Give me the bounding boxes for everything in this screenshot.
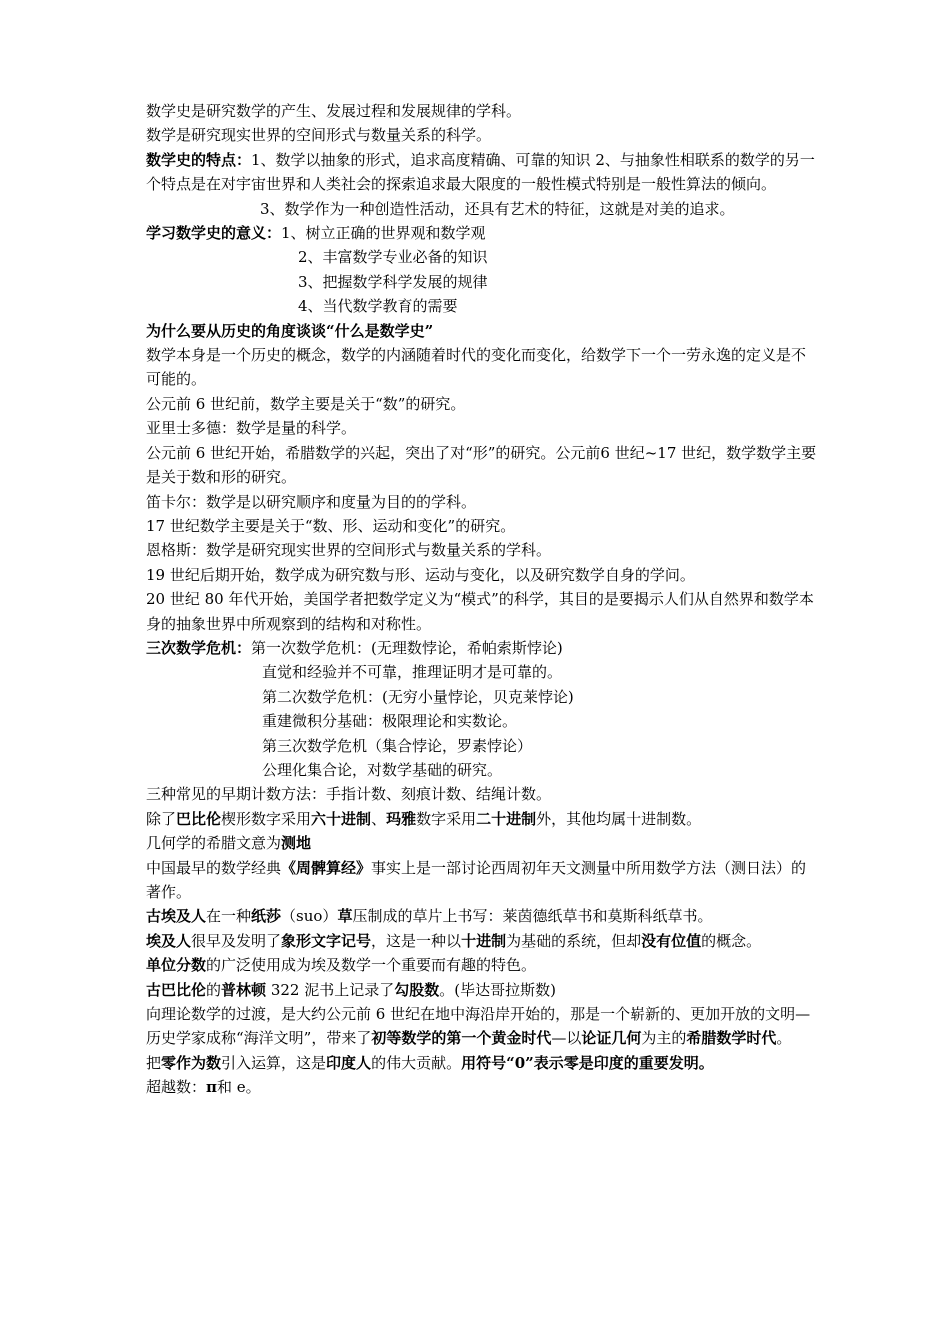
text-segment: 的伟大贡献。 xyxy=(371,1053,462,1072)
bold-text: 论证几何 xyxy=(581,1029,642,1048)
bold-text: 六十进制 xyxy=(311,809,372,828)
bold-text: 数学史的特点： xyxy=(146,150,252,169)
text-segment: 的概念。 xyxy=(701,931,762,950)
text-segment: 数字采用 xyxy=(416,809,477,828)
text-line xyxy=(146,148,818,197)
text-line xyxy=(146,99,818,123)
text-segment: 20 世纪 80 年代开始，美国学者把数学定义为“模式”的科学，其目的是要揭示人们从自然界和数学本身的抽象世界中所观察到的结构和对称性。 xyxy=(146,590,814,633)
text-line xyxy=(146,1002,818,1051)
text-line xyxy=(146,636,818,660)
text-line xyxy=(146,392,818,416)
text-segment: 外，其他均属十进制数。 xyxy=(536,809,702,828)
text-segment: 第二次数学危机：(无穷小量悖论，贝克莱悖论) xyxy=(262,687,574,706)
text-line xyxy=(146,831,818,855)
text-line xyxy=(146,734,818,758)
text-line xyxy=(146,1051,818,1075)
text-segment: 重建微积分基础：极限理论和实数论。 xyxy=(262,712,518,731)
bold-text: 十进制 xyxy=(461,931,507,950)
text-line xyxy=(146,416,818,440)
bold-text: 古埃及人 xyxy=(146,907,207,926)
text-segment: 的广泛使用成为埃及数学一个重要而有趣的特色。 xyxy=(206,956,537,975)
text-segment: 数学是研究现实世界的空间形式与数量关系的科学。 xyxy=(146,126,492,145)
text-line xyxy=(146,270,818,294)
text-segment: 为主的 xyxy=(641,1029,687,1048)
bold-text: 巴比伦 xyxy=(176,809,222,828)
bold-text: 玛雅 xyxy=(386,809,417,828)
text-line xyxy=(146,563,818,587)
text-segment: 向理论数学的过渡，是大约公元前 6 世纪在地中海沿岸开始的，那是一个崭新的、更加开放的文明—历史学家成称“海洋文明”，带来了 xyxy=(146,1005,811,1048)
text-segment: 322 泥书上记录了 xyxy=(266,980,395,999)
bold-text: 象形文字记号 xyxy=(281,931,372,950)
bold-text: 纸莎 xyxy=(251,907,282,926)
text-line xyxy=(146,221,818,245)
text-line xyxy=(146,245,818,269)
text-segment: 、 xyxy=(371,809,387,828)
text-line xyxy=(146,319,818,343)
text-line xyxy=(146,685,818,709)
bold-text: 草 xyxy=(337,907,353,926)
text-line xyxy=(146,343,818,392)
text-segment: 三种常见的早期计数方法：手指计数、刻痕计数、结绳计数。 xyxy=(146,785,552,804)
bold-text: 没有位值 xyxy=(641,931,702,950)
text-segment: 公元前 6 世纪开始，希腊数学的兴起，突出了对“形”的研究。公元前6 世纪~17 世纪，数学数学主要是关于数和形的研究。 xyxy=(146,443,817,487)
text-segment: 中国最早的数学经典 xyxy=(146,858,282,877)
bold-text: 二十进制 xyxy=(476,809,537,828)
document-body xyxy=(146,99,818,1100)
bold-text: 埃及人 xyxy=(146,931,192,950)
text-line xyxy=(146,782,818,806)
bold-text: 《周髀算经》 xyxy=(281,858,372,877)
text-segment: 超越数： xyxy=(146,1078,207,1097)
bold-text: 单位分数 xyxy=(146,956,207,975)
text-line xyxy=(146,856,818,905)
text-segment: 和 e。 xyxy=(217,1078,261,1097)
text-line xyxy=(146,538,818,562)
text-line xyxy=(146,197,818,221)
text-segment: 3、把握数学科学发展的规律 xyxy=(298,272,488,291)
text-segment: （suo） xyxy=(281,907,338,926)
text-segment: 很早及发明了 xyxy=(191,931,282,950)
text-line xyxy=(146,490,818,514)
text-line xyxy=(146,953,818,977)
text-segment: 第三次数学危机（集合悖论，罗素悖论） xyxy=(262,736,533,755)
text-segment: 。 xyxy=(776,1029,792,1048)
bold-text: π xyxy=(206,1078,217,1097)
text-line xyxy=(146,441,818,490)
text-line xyxy=(146,660,818,684)
text-segment: 楔形数字采用 xyxy=(221,809,312,828)
bold-text: 初等数学的第一个黄金时代 xyxy=(371,1029,552,1048)
text-segment: 1、数学以抽象的形式，追求高度精确、可靠的知识 2、与抽象性相联系的数学的另一个特点是在对宇宙世界和人类社会的探索追求最大限度的一般性模式特别是一般性算法的倾向。 xyxy=(146,150,815,194)
text-segment: 数学史是研究数学的产生、发展过程和发展规律的学科。 xyxy=(146,102,522,120)
text-segment: 把 xyxy=(146,1053,162,1072)
text-segment: 压制成的草片上书写：莱茵德纸草书和莫斯科纸草书。 xyxy=(352,907,713,926)
text-segment: 笛卡尔：数学是以研究顺序和度量为目的的学科。 xyxy=(146,492,477,511)
bold-text: 三次数学危机： xyxy=(146,638,252,657)
text-segment: 。(毕达哥拉斯数) xyxy=(439,980,556,999)
text-segment: ，这是一种以 xyxy=(371,931,462,950)
text-segment: 3、数学作为一种创造性活动，还具有艺术的特征，这就是对美的追求。 xyxy=(260,199,735,218)
text-segment: 直觉和经验并不可靠，推理证明才是可靠的。 xyxy=(262,663,563,682)
text-segment: 19 世纪后期开始，数学成为研究数与形、运动与变化，以及研究数学自身的学问。 xyxy=(146,565,695,584)
text-segment: 数学本身是一个历史的概念，数学的内涵随着时代的变化而变化，给数学下一个一劳永逸的定义是不可能的。 xyxy=(146,346,807,389)
text-line xyxy=(146,758,818,782)
text-line xyxy=(146,978,818,1002)
text-segment: 公元前 6 世纪前，数学主要是关于“数”的研究。 xyxy=(146,394,466,413)
text-segment: 在一种 xyxy=(206,907,252,926)
bold-text: 测地 xyxy=(281,834,312,853)
text-line xyxy=(146,929,818,953)
bold-text: 为什么要从历史的角度谈谈“什么是数学史” xyxy=(146,321,434,340)
text-segment: 公理化集合论，对数学基础的研究。 xyxy=(262,760,503,779)
text-segment: 恩格斯：数学是研究现实世界的空间形式与数量关系的学科。 xyxy=(146,541,552,560)
text-line xyxy=(146,807,818,831)
bold-text: 学习数学史的意义： xyxy=(146,224,282,243)
text-segment: —以 xyxy=(551,1029,582,1048)
text-segment: 的 xyxy=(206,980,222,999)
bold-text: 古巴比伦 xyxy=(146,980,207,999)
text-segment: 第一次数学危机：(无理数悖论，希帕索斯悖论) xyxy=(251,638,563,657)
text-segment: 4、当代数学教育的需要 xyxy=(298,297,458,316)
text-segment: 2、丰富数学专业必备的知识 xyxy=(298,248,488,267)
bold-text: 印度人 xyxy=(326,1053,372,1072)
text-segment: 17 世纪数学主要是关于“数、形、运动和变化”的研究。 xyxy=(146,516,516,535)
text-segment: 为基础的系统，但却 xyxy=(506,931,642,950)
text-line xyxy=(146,709,818,733)
text-line xyxy=(146,514,818,538)
text-line xyxy=(146,294,818,318)
bold-text: 希腊数学时代 xyxy=(686,1029,777,1048)
text-segment: 亚里士多德：数学是量的科学。 xyxy=(146,419,357,438)
bold-text: 用符号“0”表示零是印度的重要发明。 xyxy=(461,1053,714,1072)
text-segment: 事实上是一部讨论西周初年天文测量中所用数学方法（测日法）的著作。 xyxy=(146,858,807,901)
bold-text: 零作为数 xyxy=(161,1053,222,1072)
text-segment: 几何学的希腊文意为 xyxy=(146,834,282,853)
bold-text: 勾股数 xyxy=(394,980,440,999)
bold-text: 普林顿 xyxy=(221,980,267,999)
text-line xyxy=(146,904,818,928)
text-line xyxy=(146,123,818,147)
text-line xyxy=(146,587,818,636)
text-line xyxy=(146,1075,818,1099)
text-segment: 除了 xyxy=(146,809,177,828)
text-segment: 1、树立正确的世界观和数学观 xyxy=(281,224,486,243)
text-segment: 引入运算，这是 xyxy=(221,1053,327,1072)
